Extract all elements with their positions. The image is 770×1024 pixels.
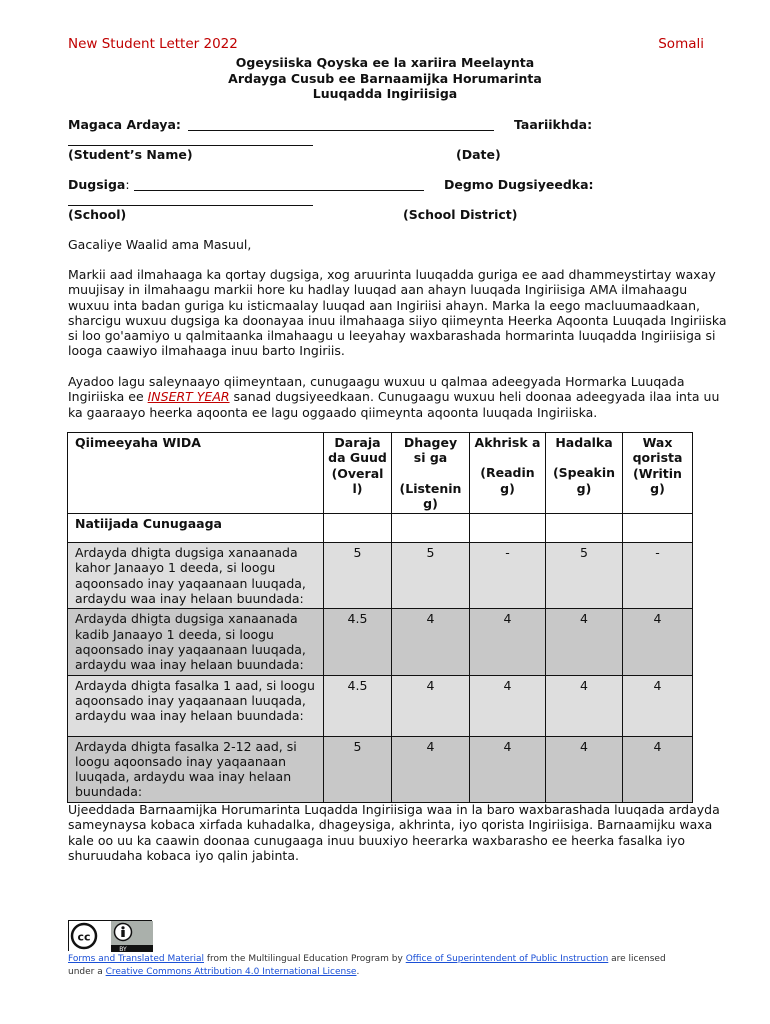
table-subheader-row	[68, 514, 693, 543]
table-row-label: Ardayda dhigta dugsiga xanaanada kadib Janaayo 1 deeda, si loogu aqoonsado inay yaqaanaan luuqada, ardaydu waa inay helaan buundada:	[68, 609, 324, 675]
column-name: Dhagey si ga	[403, 435, 458, 466]
title-line: Ardayga Cusub ee Barnaamijka Horumarinta	[228, 70, 542, 86]
table-cell	[470, 514, 546, 543]
column-english-name: (Speakin g)	[552, 465, 616, 496]
cc-icon-text: cc	[77, 930, 91, 944]
date-sublabel: (Date)	[456, 147, 501, 162]
insert-year-placeholder[interactable]: INSERT YEAR	[147, 389, 230, 405]
table-cell: 4.5	[324, 609, 392, 675]
license-text: .	[356, 967, 360, 977]
table-header-cell	[470, 433, 546, 514]
table-cell	[392, 514, 470, 543]
table-cell: 4	[546, 736, 623, 802]
license-text: from the Multilingual Education Program by	[204, 954, 406, 964]
table-cell: -	[470, 543, 546, 609]
table-row	[68, 675, 693, 736]
table-cell: 4	[546, 675, 623, 736]
table-cell: 4	[470, 736, 546, 802]
school-label-text: Dugsiga	[68, 177, 126, 192]
table-header-cell	[623, 433, 693, 514]
district-sublabel: (School District)	[403, 207, 518, 222]
ospi-link[interactable]: Office of Superintendent of Public Instruction	[405, 954, 609, 964]
table-header-cell	[392, 433, 470, 514]
table-row-label: Ardayda dhigta fasalka 1 aad, si loogu aqoonsado inay yaqaanaan luuqada, ardaydu waa inay helaan buundada:	[68, 675, 324, 736]
school-label	[68, 177, 130, 192]
forms-materials-link[interactable]: Forms and Translated Material	[68, 954, 205, 964]
school-sublabel: (School)	[68, 207, 127, 222]
date-field[interactable]	[68, 145, 313, 146]
table-cell: 4	[623, 736, 693, 802]
table-cell: 4	[623, 675, 693, 736]
table-row-label: Ardayda dhigta fasalka 2-12 aad, si loogu aqoonsado inay yaqaanaan luuqada, ardaydu waa inay helaan buundada:	[68, 736, 324, 802]
license-footer	[68, 953, 728, 979]
student-name-sublabel: (Student’s Name)	[68, 147, 193, 162]
table-cell: 4	[470, 609, 546, 675]
cc-by-license-badge[interactable]	[68, 920, 152, 951]
table-header-cell: Qiimeeyaha WIDA	[68, 433, 324, 514]
title-line: Luuqadda Ingiriisiga	[312, 86, 458, 101]
table-cell	[546, 514, 623, 543]
table-cell: 4	[623, 609, 693, 675]
by-icon-text: BY	[119, 946, 127, 952]
eligibility-text-end: sanad dugsiyeedkaan. Cunugaagu wuxuu heli doonaa adeegyada ilaa inta uu ka gaaraayo heerka aqoonta ee lagu oggaado qiimeynta aqoonta luuqada Ingiriiska.	[68, 389, 720, 420]
district-label: Degmo Dugsiyeedka:	[444, 177, 594, 192]
table-row-label: Ardayda dhigta dugsiga xanaanada kahor Janaayo 1 deeda, si loogu aqoonsado inay yaqaanaan luuqada, ardaydu waa inay helaan buundada:	[68, 543, 324, 609]
table-cell	[623, 514, 693, 543]
table-cell: -	[623, 543, 693, 609]
intro-paragraph: Markii aad ilmahaaga ka qortay dugsiga, xog aruurinta luuqadda guriga ee aad dhammeystirtay waxay muujisay in ilmahaagu markii hore ku hadlay luuqad aan ahayn luuqada Ingiriisiga AMA ilmahaagu wuxuu inta badan guriga ku isticmaalay luuqad aan Ingiriisi ahayn. Marka la eego macluumaadkaan, sharcigu wuxuu dugsiga ka doonayaa inuu ilmahaaga siiyo qiimeynta Heerka Aqoonta Luuqada Ingiriiska si loo go'aamiyo u qalmitaanka ilmahaagu u leeyahay waxbarashada hormarinta luuqadda Ingiriisiga si looga caawiyo ilmahaaga inuu barto Ingiriis.	[68, 267, 727, 359]
table-subheader-cell: Natiijada Cunugaaga	[68, 514, 324, 543]
eligibility-paragraph	[68, 374, 728, 420]
table-header-row	[68, 433, 693, 514]
column-name: Daraja da Guud	[328, 435, 387, 466]
column-name: Hadalka	[555, 435, 613, 450]
license-text: are licensed	[608, 954, 666, 964]
eligibility-text-start: Ayadoo lagu saleynaayo qiimeyntaan, cunugaagu wuxuu u qalmaa adeegyada Hormarka Luuqada Ingiriiska ee	[68, 374, 685, 405]
document-header-title: New Student Letter 2022	[68, 36, 238, 52]
school-label-colon: :	[125, 177, 130, 192]
program-purpose-paragraph: Ujeeddada Barnaamijka Horumarinta Luqadda Ingiriisiga waa in la baro waxbarashada luuqada ardayda sameynaysa kobaca xirfada kuhadalka, dhageysiga, akhrinta, iyo qorista Ingiriisiga. Barnaamijku waxa kale oo uu ka caawin doonaa cunugaaga inuu buuxiyo heerarka waxbarasho ee heerka fasalka iyo shuruudaha kobaca iyo qalin jabinta.	[68, 802, 720, 863]
document-language-label: Somali	[658, 36, 704, 52]
table-cell: 4	[392, 675, 470, 736]
table-cell: 4	[546, 609, 623, 675]
column-english-name: (Readin g)	[480, 465, 535, 496]
school-field[interactable]	[134, 190, 424, 191]
cc-license-link[interactable]: Creative Commons Attribution 4.0 International License	[105, 967, 357, 977]
table-row	[68, 543, 693, 609]
table-cell: 4	[392, 609, 470, 675]
wida-score-table	[67, 432, 693, 803]
document-title-block	[0, 55, 770, 102]
cc-by-icon	[69, 921, 153, 952]
table-row	[68, 736, 693, 802]
greeting: Gacaliye Waalid ama Masuul,	[68, 237, 252, 252]
table-row	[68, 609, 693, 675]
column-name: Akhrisk a	[474, 435, 541, 450]
table-cell: 4	[392, 736, 470, 802]
table-cell: 5	[392, 543, 470, 609]
student-name-field[interactable]	[188, 130, 494, 131]
date-label: Taariikhda:	[514, 117, 593, 132]
table-header-cell	[324, 433, 392, 514]
student-name-label: Magaca Ardaya:	[68, 117, 181, 132]
table-cell: 4	[470, 675, 546, 736]
district-field[interactable]	[68, 205, 313, 206]
table-cell: 5	[546, 543, 623, 609]
title-line: Ogeysiiska Qoyska ee la xariira Meelaynta	[235, 55, 535, 70]
column-english-name: (Listenin g)	[399, 480, 462, 511]
column-name: Wax qorista	[632, 435, 683, 466]
license-text: under a	[68, 967, 106, 977]
column-english-name: (Writin g)	[633, 465, 682, 496]
table-cell	[324, 514, 392, 543]
table-cell: 5	[324, 736, 392, 802]
table-header-cell	[546, 433, 623, 514]
table-cell: 4.5	[324, 675, 392, 736]
column-english-name: (Overal l)	[331, 465, 384, 496]
table-cell: 5	[324, 543, 392, 609]
